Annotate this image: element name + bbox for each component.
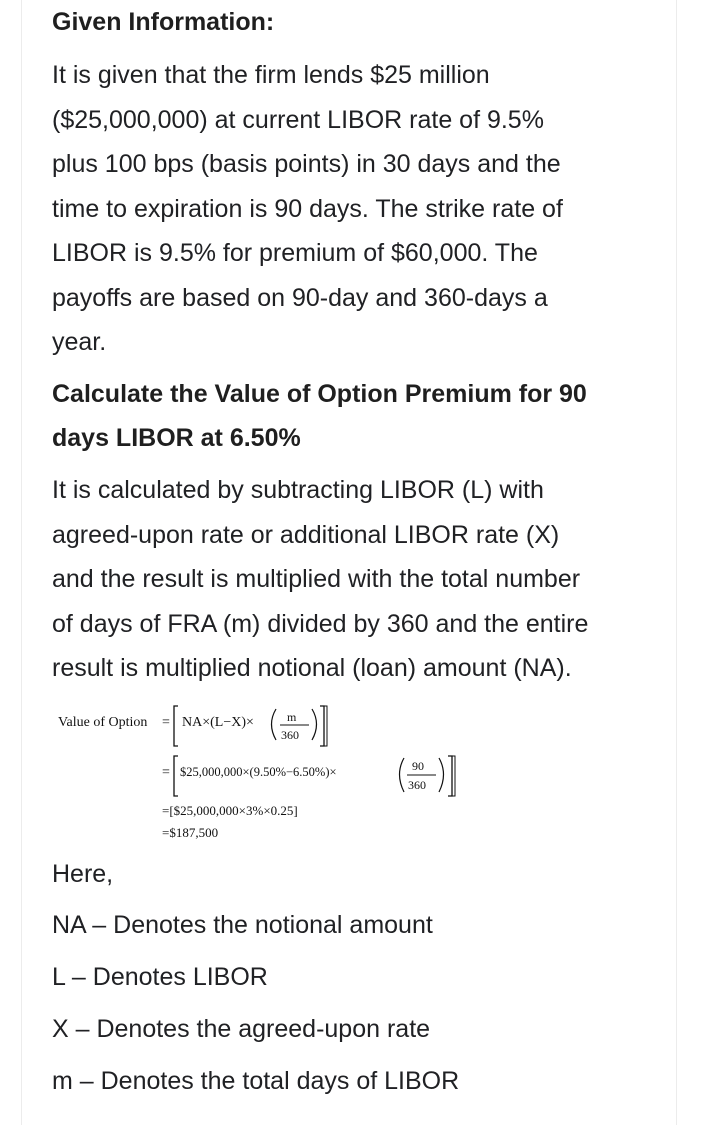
formula-eq: = (162, 715, 170, 730)
given-line: time to expiration is 90 days. The strike rate of (52, 194, 563, 223)
calculate-heading-line: days LIBOR at 6.50% (52, 424, 301, 452)
calculate-line: It is calculated by subtracting LIBOR (L) with (52, 476, 544, 504)
calculate-line: and the result is multiplied with the total number (52, 565, 581, 593)
formula-label: Value of Option (58, 715, 148, 730)
paren-open (272, 709, 277, 740)
definition-l: L – Denotes LIBOR (52, 963, 268, 991)
frac2-denominator: 360 (408, 778, 426, 792)
given-line: It is given that the firm lends $25 million (52, 61, 490, 89)
option-value-formula (58, 700, 518, 850)
calculate-line: result is multiplied notional (loan) amount (NA). (52, 654, 572, 682)
paren-close (312, 709, 317, 740)
frac2-numerator: 90 (412, 759, 424, 773)
bracket-open-2 (174, 756, 178, 796)
bracket-open (174, 706, 178, 746)
given-information-paragraph (52, 53, 662, 365)
formula-line1-expr: NA×(L−X)× (182, 715, 254, 730)
calculate-heading (52, 372, 652, 460)
paren-close-2 (439, 758, 444, 792)
formula-line3: =[$25,000,000×3%×0.25] (162, 803, 298, 818)
given-line: plus 100 bps (basis points) in 30 days and the (52, 150, 561, 178)
definition-x: X – Denotes the agreed-upon rate (52, 1015, 431, 1043)
given-line: year. (52, 328, 107, 356)
formula-line2-expr: $25,000,000×(9.50%−6.50%)× (180, 765, 337, 779)
frac1-denominator: 360 (281, 728, 299, 742)
given-line: LIBOR is 9.5% for premium of $60,000. The (52, 239, 538, 267)
here-label: Here, (52, 860, 114, 888)
formula-line4: =$187,500 (162, 825, 219, 840)
calculate-line: agreed-upon rate or additional LIBOR rate (X) (52, 520, 560, 549)
paren-open-2 (400, 758, 405, 792)
formula-eq-2: = (162, 765, 170, 780)
calculate-paragraph (52, 468, 662, 691)
definition-m: m – Denotes the total days of LIBOR (52, 1067, 460, 1095)
frac1-numerator: m (287, 710, 297, 724)
given-line: payoffs are based on 90-day and 360-days a (52, 283, 548, 312)
bracket-close (320, 706, 324, 746)
bracket-close-2 (448, 756, 452, 796)
calculate-line: of days of FRA (m) divided by 360 and the entire (52, 609, 589, 638)
calculate-heading-line: Calculate the Value of Option Premium for 90 (52, 380, 587, 408)
given-line: ($25,000,000) at current LIBOR rate of 9.5% (52, 105, 544, 134)
definition-na: NA – Denotes the notional amount (52, 911, 433, 939)
given-information-heading: Given Information: (52, 8, 275, 36)
